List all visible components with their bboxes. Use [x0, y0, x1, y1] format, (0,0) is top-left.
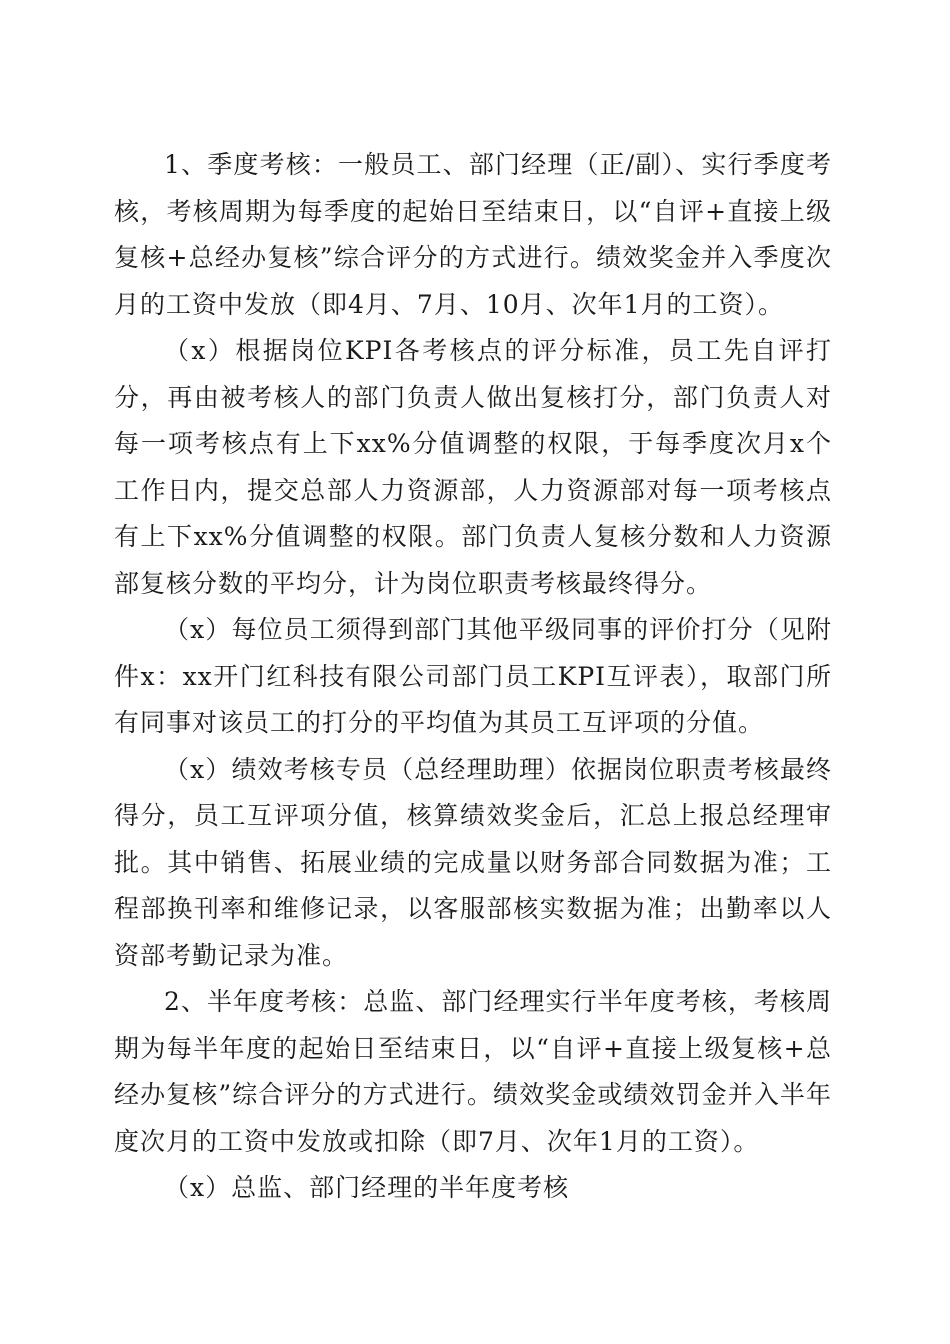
- paragraph-director-semiannual: （x）总监、部门经理的半年度考核: [164, 1173, 570, 1202]
- paragraph-kpi-scoring: （x）根据岗位KPI各考核点的评分标准，员工先自评打分，再由被考核人的部门负责人做出复核打分，部门负责人对每一项考核点有上下xx%分值调整的权限，于每季度次月x个工作日内，提交总部人力资源部，人力资源部对每一项考核点有上下xx%分值调整的权限。部门负责人复核分数和人力资源部复核分数的平均分，计为岗位职责考核最终得分。: [114, 336, 832, 598]
- paragraph-quarterly-assessment: 1、季度考核：一般员工、部门经理（正/副）、实行季度考核，考核周期为每季度的起始日至结束日，以“自评+直接上级复核+总经办复核”综合评分的方式进行。绩效奖金并入季度次月的工资中发放（即4月、7月、10月、次年1月的工资）。: [114, 150, 832, 319]
- paragraph-semiannual-assessment: 2、半年度考核：总监、部门经理实行半年度考核，考核周期为每半年度的起始日至结束日，以“自评+直接上级复核+总经办复核”综合评分的方式进行。绩效奖金或绩效罚金并入半年度次月的工资中发放或扣除（即7月、次年1月的工资）。: [114, 987, 832, 1156]
- paragraph-bonus-calculation: （x）绩效考核专员（总经理助理）依据岗位职责考核最终得分，员工互评项分值，核算绩效奖金后，汇总上报总经理审批。其中销售、拓展业绩的完成量以财务部合同数据为准；工程部换刊率和维修记录，以客服部核实数据为准；出勤率以人资部考勤记录为准。: [114, 754, 832, 970]
- document-body: [114, 142, 832, 1212]
- paragraph-peer-review: （x）每位员工须得到部门其他平级同事的评价打分（见附件x：xx开门红科技有限公司部门员工KPI互评表），取部门所有同事对该员工的打分的平均值为其员工互评项的分值。: [114, 615, 832, 737]
